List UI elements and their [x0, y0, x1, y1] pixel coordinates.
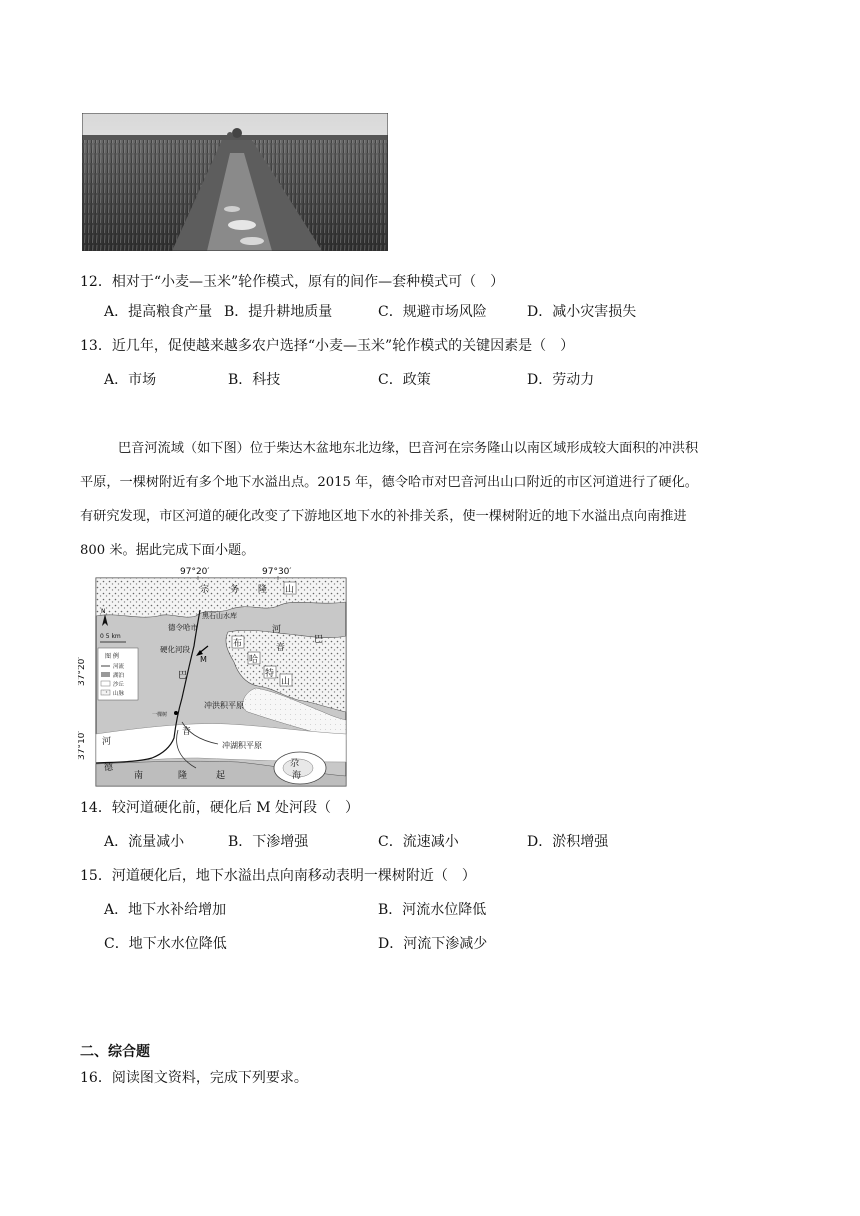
q15-option-d: D．河流下渗减少 — [378, 936, 488, 952]
q15-option-a: A．地下水补给增加 — [104, 902, 227, 918]
passage-line-4: 800 米。据此完成下面小题。 — [80, 543, 255, 558]
q13-option-a: A．市场 — [104, 372, 157, 388]
q14-option-a: A．流量减小 — [104, 834, 185, 850]
legend-dune: 沙丘 — [113, 682, 125, 688]
legend-mountain: 山脉 — [113, 691, 125, 697]
label-long2: 隆 — [178, 771, 188, 781]
legend-title: 图 例 — [105, 653, 119, 660]
question-16-stem: 16．阅读图文资料，完成下列要求。 — [80, 1070, 308, 1086]
reading-passage — [80, 432, 780, 568]
lon-label-1: 97°20′ — [180, 567, 210, 577]
label-m: M — [200, 655, 207, 664]
label-shan: 山 — [285, 585, 295, 595]
bayin-river-map — [78, 562, 350, 790]
lat-label-2: 37°10′ — [78, 730, 87, 760]
q13-option-c: C．政策 — [378, 372, 431, 388]
passage-line-1: 巴音河流域（如下图）位于柴达木盆地东北边缘，巴音河在宗务隆山以南区域形成较大面积的冲洪积 — [118, 441, 699, 456]
q13-option-d: D．劳动力 — [527, 372, 595, 388]
label-ba2: 巴 — [178, 671, 188, 681]
q12-option-b: B．提升耕地质量 — [224, 304, 333, 320]
label-reservoir: 黑石山水库 — [202, 612, 237, 620]
map-legend — [98, 648, 138, 700]
label-long: 隆 — [258, 585, 268, 595]
q13-option-b: B．科技 — [228, 372, 281, 388]
legend-lake: 湖泊 — [113, 673, 125, 679]
lat-label-1: 37°20′ — [78, 656, 87, 686]
section-title: 二、综合题 — [80, 1044, 150, 1060]
map-scale: 0 5 km — [100, 633, 121, 640]
passage-line-3: 有研究发现，市区河道的硬化改变了下游地区地下水的补排关系，使一棵树附近的地下水溢出点向南推进 — [80, 509, 687, 524]
passage-line-2: 平原，一棵树附近有多个地下水溢出点。2015 年，德令哈市对巴音河出山口附近的市区河道进行了硬化。 — [80, 475, 698, 490]
label-he2: 河 — [102, 737, 112, 747]
label-bu: 布 — [233, 639, 243, 649]
q14-option-d: D．淤积增强 — [527, 834, 609, 850]
label-plain-1: 冲洪积平原 — [204, 701, 244, 710]
label-he1: 河 — [272, 625, 282, 635]
label-zong: 宗 — [200, 585, 210, 595]
wheat-field-photo — [82, 113, 388, 251]
legend-river: 河流 — [113, 664, 125, 670]
q15-option-c: C．地下水水位降低 — [104, 936, 227, 952]
q12-option-d: D．减小灾害损失 — [527, 304, 637, 320]
q14-option-b: B．下渗增强 — [228, 834, 309, 850]
label-nan: 南 — [134, 771, 144, 781]
label-ba1: 巴 — [314, 635, 324, 645]
label-te: 特 — [265, 669, 275, 679]
lon-label-2: 97°30′ — [262, 567, 292, 577]
label-yin2: 音 — [182, 727, 192, 737]
label-za: 尕 — [290, 759, 300, 769]
q12-option-c: C．规避市场风险 — [378, 304, 487, 320]
label-city: 德令哈市 — [168, 623, 198, 632]
question-13-stem: 13．近几年，促使越来越多农户选择“小麦—玉米”轮作模式的关键因素是（ ） — [80, 338, 575, 354]
question-12-stem: 12．相对于“小麦—玉米”轮作模式，原有的间作—套种模式可（ ） — [80, 274, 505, 290]
label-wu: 务 — [230, 585, 240, 595]
label-tree: 一棵树 — [152, 712, 168, 718]
q15-option-b: B．河流水位降低 — [378, 902, 487, 918]
q14-option-c: C．流速减小 — [378, 834, 459, 850]
label-qi: 起 — [216, 771, 226, 781]
label-hai: 海 — [292, 771, 302, 781]
label-yin1: 音 — [276, 643, 286, 653]
q12-option-a: A．提高粮食产量 — [104, 304, 213, 320]
label-ha: 哈 — [249, 655, 259, 665]
label-shan2: 山 — [281, 677, 291, 687]
north-arrow-icon: N — [101, 608, 106, 615]
label-plain-2: 冲湖积平原 — [222, 741, 262, 750]
question-14-stem: 14．较河道硬化前，硬化后 M 处河段（ ） — [80, 800, 360, 816]
label-hardened: 硬化河段 — [160, 645, 190, 654]
question-15-stem: 15．河道硬化后，地下水溢出点向南移动表明一棵树附近（ ） — [80, 868, 476, 884]
label-de: 德 — [104, 763, 114, 773]
